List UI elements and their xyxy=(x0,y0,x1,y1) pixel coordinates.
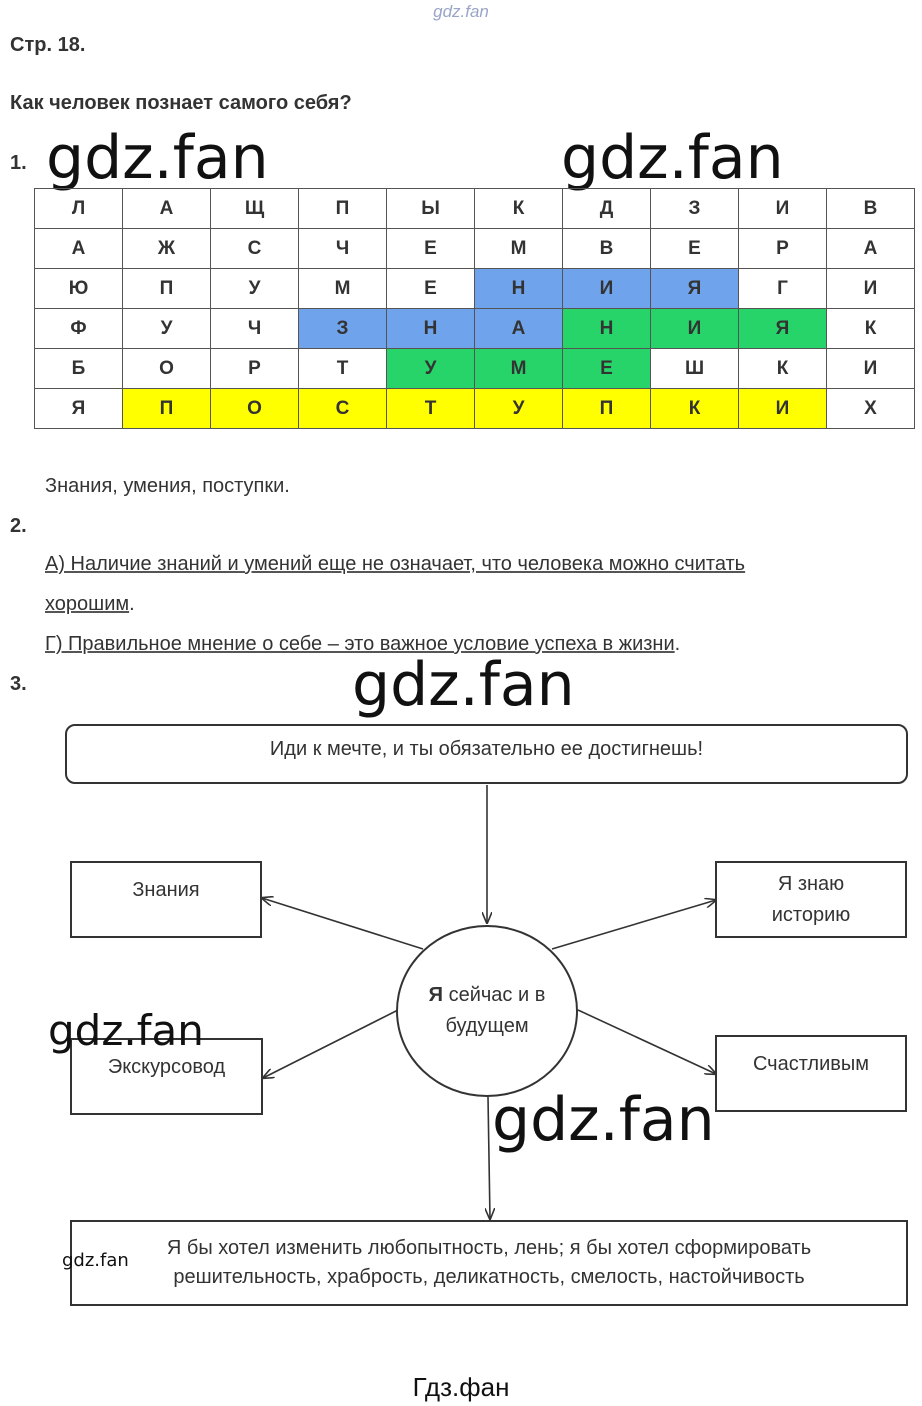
grid-cell: Ы xyxy=(387,189,475,229)
box-guide-text: Экскурсовод xyxy=(107,1056,226,1078)
grid-cell: Г xyxy=(739,269,827,309)
grid-cell: М xyxy=(299,269,387,309)
grid-cell: Д xyxy=(563,189,651,229)
statement-a-line1: А) Наличие знаний и умений еще не означает, что человека можно считать xyxy=(45,553,746,575)
grid-cell: Н xyxy=(475,269,563,309)
grid-cell: Е xyxy=(387,229,475,269)
box-knowledge xyxy=(70,861,262,938)
grid-cell: И xyxy=(739,189,827,229)
grid-cell: Е xyxy=(563,349,651,389)
grid-cell: Ю xyxy=(35,269,123,309)
grid-cell: Р xyxy=(739,229,827,269)
grid-cell: А xyxy=(827,229,915,269)
box-happy xyxy=(715,1035,907,1112)
watermark-2: gdz.fan xyxy=(561,123,784,193)
grid-cell: А xyxy=(475,309,563,349)
watermark-3: gdz.fan xyxy=(352,650,575,720)
task2-number: 2. xyxy=(10,515,27,537)
grid-cell: В xyxy=(563,229,651,269)
grid-cell: Ч xyxy=(211,309,299,349)
box-change-wish-text: Я бы хотел изменить любопытность, лень; я бы хотел сформировать решительность, храбрость, деликатность, смелость, настойчивость xyxy=(166,1237,812,1288)
grid-cell: Н xyxy=(387,309,475,349)
center-text-bold: Я xyxy=(428,984,444,1006)
grid-cell: И xyxy=(827,269,915,309)
grid-cell: Щ xyxy=(211,189,299,229)
grid-cell: Б xyxy=(35,349,123,389)
grid-cell: Е xyxy=(651,229,739,269)
grid-cell: В xyxy=(827,189,915,229)
grid-cell: Т xyxy=(299,349,387,389)
arrow-to-bottom xyxy=(488,1097,490,1219)
grid-cell: О xyxy=(123,349,211,389)
watermark-top: gdz.fan xyxy=(433,2,489,21)
grid-cell: С xyxy=(299,389,387,429)
grid-cell: Я xyxy=(651,269,739,309)
grid-cell: П xyxy=(299,189,387,229)
grid-cell: С xyxy=(211,229,299,269)
watermark-4: gdz.fan xyxy=(48,1006,204,1055)
box-happy-text: Счастливым xyxy=(752,1053,870,1075)
task1-number: 1. xyxy=(10,152,27,174)
grid-cell: И xyxy=(563,269,651,309)
grid-cell: А xyxy=(35,229,123,269)
center-text-rest: сейчас и в будущем xyxy=(443,984,546,1037)
grid-cell: У xyxy=(387,349,475,389)
statement-a-period: . xyxy=(129,593,135,615)
grid-cell: Т xyxy=(387,389,475,429)
grid-cell: И xyxy=(827,349,915,389)
grid-cell: П xyxy=(123,389,211,429)
grid-cell: П xyxy=(123,269,211,309)
grid-cell: К xyxy=(475,189,563,229)
arrow-to-right-top xyxy=(552,900,716,949)
box-knowledge-text: Знания xyxy=(132,879,200,901)
grid-cell: У xyxy=(211,269,299,309)
box-know-history-text: Я знаю историю xyxy=(771,872,851,926)
grid-cell: Р xyxy=(211,349,299,389)
grid-cell: З xyxy=(651,189,739,229)
watermark-5: gdz.fan xyxy=(492,1085,715,1155)
grid-cell: Ч xyxy=(299,229,387,269)
grid-cell: Е xyxy=(387,269,475,309)
grid-cell: З xyxy=(299,309,387,349)
grid-cell: Ш xyxy=(651,349,739,389)
grid-cell: У xyxy=(123,309,211,349)
grid-cell: А xyxy=(123,189,211,229)
box-change-wish xyxy=(70,1220,908,1306)
center-text xyxy=(398,980,576,1042)
grid-cell: Х xyxy=(827,389,915,429)
grid-cell: Я xyxy=(35,389,123,429)
statement-g-text: Г) Правильное мнение о себе – это важное условие успеха в жизни xyxy=(45,633,675,655)
statement-g-period: . xyxy=(674,633,681,655)
question-title: Как человек познает самого себя? xyxy=(10,92,352,114)
motto-box xyxy=(65,724,908,784)
grid-cell: К xyxy=(739,349,827,389)
watermark-1: gdz.fan xyxy=(46,123,269,193)
grid-cell: И xyxy=(739,389,827,429)
grid-cell: К xyxy=(651,389,739,429)
grid-cell: Ф xyxy=(35,309,123,349)
grid-cell: Н xyxy=(563,309,651,349)
grid-cell: М xyxy=(475,229,563,269)
grid-cell: Ж xyxy=(123,229,211,269)
statement-a-line2: хорошим xyxy=(45,593,130,615)
grid-cell: К xyxy=(827,309,915,349)
motto-text: Иди к мечте, и ты обязательно ее достигнешь! xyxy=(269,738,704,760)
grid-cell: П xyxy=(563,389,651,429)
grid-cell: М xyxy=(475,349,563,389)
grid-cell: И xyxy=(651,309,739,349)
grid-cell: Л xyxy=(35,189,123,229)
box-know-history xyxy=(715,861,907,938)
arrow-to-right-bottom xyxy=(578,1010,716,1074)
arrow-to-left-top xyxy=(262,898,423,949)
grid-cell: О xyxy=(211,389,299,429)
watermark-6: gdz.fan xyxy=(62,1250,129,1271)
center-circle xyxy=(396,925,578,1097)
task3-number: 3. xyxy=(10,673,27,695)
task1-answer: Знания, умения, поступки. xyxy=(45,475,290,497)
grid-cell: У xyxy=(475,389,563,429)
grid-cell: Я xyxy=(739,309,827,349)
footer-watermark: Гдз.фан xyxy=(412,1372,510,1402)
arrow-to-left-bottom xyxy=(263,1010,398,1078)
page-reference: Стр. 18. xyxy=(10,34,86,56)
